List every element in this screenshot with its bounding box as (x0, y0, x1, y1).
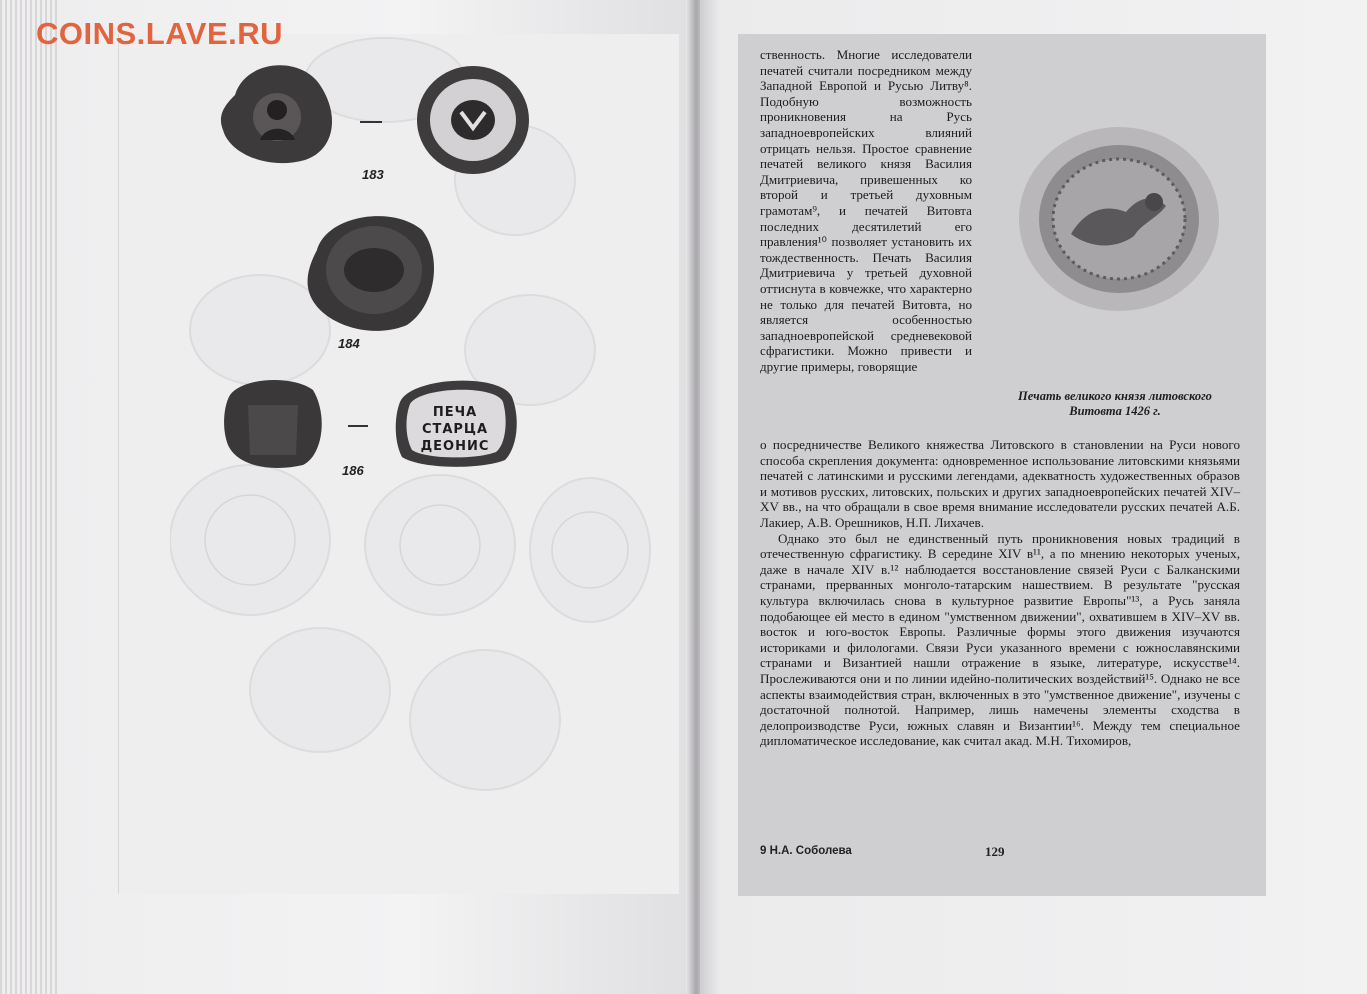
legend-line: ДЕОНИС (420, 439, 490, 454)
separator-dash (348, 425, 368, 427)
figure-caption (990, 389, 1240, 419)
narrow-text-column (760, 47, 972, 374)
caption-line: Печать великого князя литовского (1018, 389, 1212, 403)
paragraph: ственность. Многие исследователи печатей считали посредником между Западной Европой и Русью Литву⁸. Подобную возможность проникновения на Русь западноевропейских влияний отрицать нельзя. Простое сравнение печатей великого князя Василия Дмитриевича, привешенных ко второй и третьей духовным грамотам⁹, и печатей Витовта последних десятилетий его правления¹⁰ позволяет установить их тождественность. Печать Василия Дмитриевича у третьей духовной оттиснута в ковчежке, что характерно не только для печатей Витовта, но является особенностью западноевропейской средневековой сфрагистики. Можно привести и другие примеры, говорящие (760, 47, 972, 374)
page-number: 129 (985, 844, 1005, 859)
vitovt-seal-image (1016, 124, 1222, 314)
legend-line: ПЕЧА (432, 405, 478, 420)
wide-text-column (760, 437, 1240, 749)
caption-line: Витовта 1426 г. (1069, 404, 1161, 418)
legend-line: СТАРЦА (421, 422, 489, 437)
footer-author: 9 Н.А. Соболева (760, 845, 852, 857)
figure-number: 184 (338, 336, 360, 351)
paragraph: Однако это был не единственный путь проникновения новых традиций в отечественную сфрагистику. В середине XIV в¹¹, а по мнению некоторых ученых, даже в начале XIV в.¹² наблюдается восстановление связей Руси с Балканскими странами, прерванных монголо-татарским нашествием. В результате "русская культура включилась снова в культурное развитие Европы"¹³, а Русь заняла подобающее ей место в едином "умственном движении", охватившем в XIV–XV вв. восток и юго-восток Европы. Различные формы этого движения изучаются историками и филологами. Связи Руси указанного времени с южнославянскими странами и Византией нашли отражение в языке, литературе, искусстве¹⁴. Прослеживаются они и по линии идейно-политических воздействий¹⁵. Однако не все аспекты взаимодействия стран, включенных в это "умственное движение", изучены с достаточной полнотой. Например, лишь намечены элементы сходства в делопроизводстве Руси, южных славян и Византии¹⁶. Между тем специальное дипломатическое исследование, как считал акад. М.Н. Тихомиров, (760, 530, 1240, 749)
separator-dash (360, 121, 382, 123)
seal-184 (302, 205, 442, 335)
figure-number: 183 (362, 167, 384, 182)
figure-number: 186 (342, 463, 364, 478)
page-edges (0, 0, 60, 994)
paragraph: о посредничестве Великого княжества Литовского в становлении на Руси нового способа скрепления документа: одновременное использование литовскими князьями печатей с латинскими и русскими легендами, адекватность художественных образов и мотивов русских, литовских, польских и других западноевропейских печатей XIV–XV вв., на что обращали в свое время внимание исследователи русских печатей А.Б. Лакиер, А.В. Орешников, Н.П. Лихачев. (760, 437, 1240, 530)
seal-183-reverse (413, 62, 533, 177)
seal-186-obverse (218, 375, 328, 470)
watermark: COINS.LAVE.RU (36, 16, 284, 51)
seal-183-obverse (215, 55, 345, 170)
seal-186-legend (415, 404, 495, 455)
